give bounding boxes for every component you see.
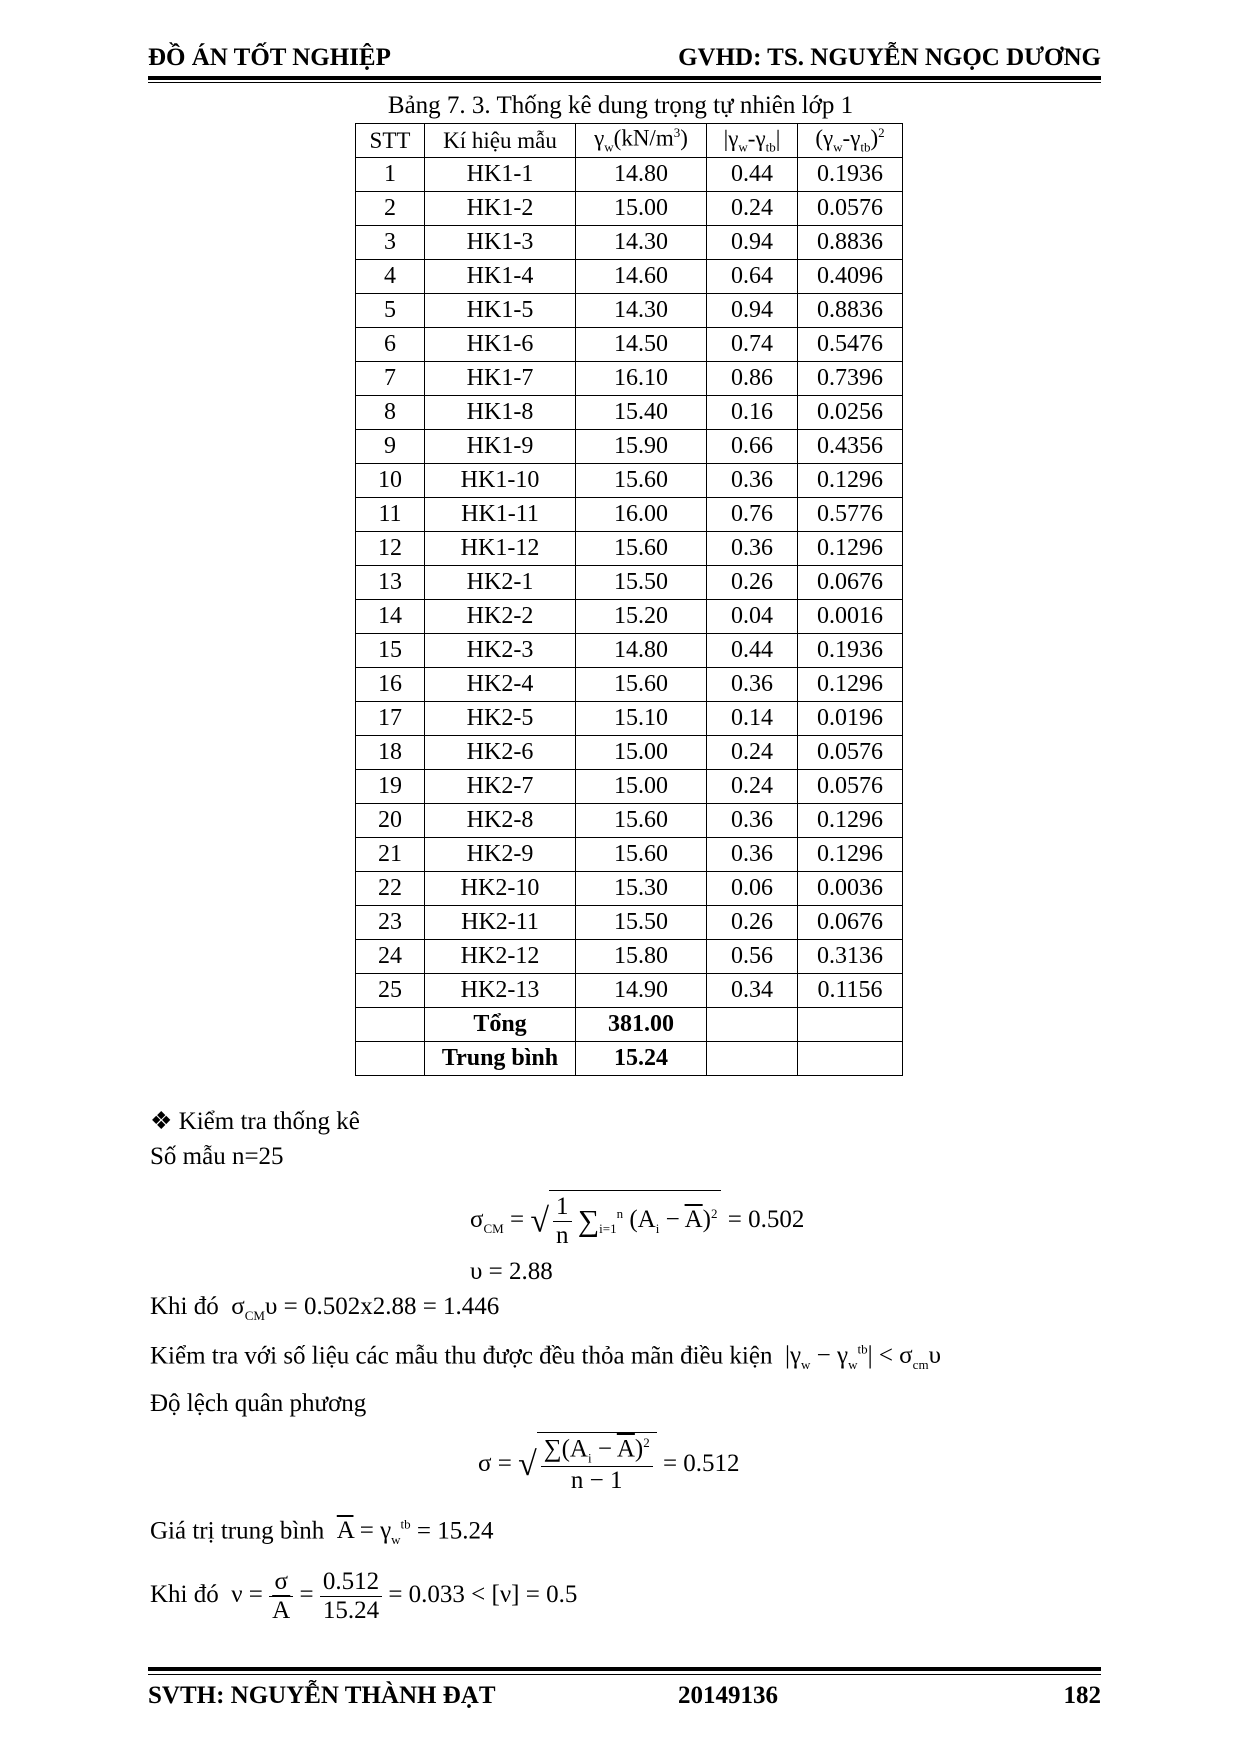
- table-row: [356, 430, 903, 464]
- total-value: 381.00: [576, 1008, 707, 1042]
- cell-sample: HK2-7: [425, 770, 576, 804]
- cell-sq-diff: 0.1296: [798, 464, 903, 498]
- table-row: [356, 362, 903, 396]
- cell-abs-diff: 0.14: [707, 702, 798, 736]
- header-left: ĐỒ ÁN TỐT NGHIỆP: [148, 44, 391, 71]
- std-title: Độ lệch quân phương: [150, 1390, 367, 1417]
- cell-sample: HK1-4: [425, 260, 576, 294]
- total-label: Tổng: [425, 1008, 576, 1042]
- cell-abs-diff: 0.26: [707, 906, 798, 940]
- average-label: Trung bình: [425, 1042, 576, 1076]
- footer-id: 20149136: [678, 1682, 778, 1709]
- cell-gamma: 15.10: [576, 702, 707, 736]
- table-row: [356, 158, 903, 192]
- cell-gamma: 14.50: [576, 328, 707, 362]
- nu-line: Khi đó ν = $\frac{\sigma}{A}$ = $\frac{0.512}{15.24}$ = 0.033 < [ν] = 0.5: [150, 1568, 578, 1624]
- sample-count: Số mẫu n=25: [150, 1143, 284, 1170]
- cell-abs-diff: 0.44: [707, 158, 798, 192]
- cell-sample: HK2-10: [425, 872, 576, 906]
- cell-gamma: 14.80: [576, 158, 707, 192]
- cell-stt: 3: [356, 226, 425, 260]
- cell-sample: HK2-3: [425, 634, 576, 668]
- cell-sample: HK2-4: [425, 668, 576, 702]
- cell-abs-diff: 0.86: [707, 362, 798, 396]
- mean-value: = 15.24: [416, 1517, 494, 1545]
- table-row: [356, 770, 903, 804]
- cell-sq-diff: 0.0576: [798, 770, 903, 804]
- table-row: [356, 328, 903, 362]
- table-body: [356, 158, 903, 1008]
- cell-gamma: 15.60: [576, 532, 707, 566]
- cell-sq-diff: 0.1936: [798, 634, 903, 668]
- cell-abs-diff: 0.36: [707, 464, 798, 498]
- table-row: [356, 566, 903, 600]
- cell-stt: 16: [356, 668, 425, 702]
- cell-stt: 14: [356, 600, 425, 634]
- cell-sq-diff: 0.0036: [798, 872, 903, 906]
- cell-sq-diff: 0.0256: [798, 396, 903, 430]
- khi-do-line-1: Khi đó $\sigma_{CM}\upsilon = 0.502x2.88 = 1.446$: [150, 1293, 500, 1323]
- cell-sample: HK2-12: [425, 940, 576, 974]
- cell-sample: HK2-5: [425, 702, 576, 736]
- table-row: [356, 260, 903, 294]
- page-footer: [148, 1682, 1101, 1714]
- cell-gamma: 14.80: [576, 634, 707, 668]
- cell-gamma: 16.10: [576, 362, 707, 396]
- footer-student: SVTH: NGUYỄN THÀNH ĐẠT: [148, 1682, 496, 1709]
- cell-stt: 23: [356, 906, 425, 940]
- cell-stt: 1: [356, 158, 425, 192]
- check-line: Kiểm tra với số liệu các mẫu thu được đều thỏa mãn điều kiện $|\gamma_w - \gamma_w^{tb}| < \sigma_{cm}\upsilon$: [150, 1342, 941, 1373]
- cell-sq-diff: 0.4096: [798, 260, 903, 294]
- cell-abs-diff: 0.36: [707, 532, 798, 566]
- cell-sample: HK2-8: [425, 804, 576, 838]
- cell-stt: 21: [356, 838, 425, 872]
- cell-sample: HK2-11: [425, 906, 576, 940]
- cell-gamma: 15.40: [576, 396, 707, 430]
- footer-rule-thin: [148, 1674, 1101, 1675]
- cell-sample: HK1-6: [425, 328, 576, 362]
- table-row: [356, 600, 903, 634]
- table-row: [356, 192, 903, 226]
- cell-sq-diff: 0.0016: [798, 600, 903, 634]
- cell-stt: 13: [356, 566, 425, 600]
- table-row: [356, 736, 903, 770]
- cell-sample: HK1-9: [425, 430, 576, 464]
- cell-stt: 17: [356, 702, 425, 736]
- cell-gamma: 15.60: [576, 838, 707, 872]
- total-row: [356, 1008, 903, 1042]
- cell-abs-diff: 0.24: [707, 192, 798, 226]
- section-heading: [150, 1106, 360, 1136]
- cell-gamma: 15.50: [576, 906, 707, 940]
- cell-gamma: 14.90: [576, 974, 707, 1008]
- cell-gamma: 15.30: [576, 872, 707, 906]
- cell-sq-diff: 0.5476: [798, 328, 903, 362]
- table-row: [356, 906, 903, 940]
- cell-abs-diff: 0.24: [707, 736, 798, 770]
- nu-numerator: 0.512: [320, 1568, 382, 1597]
- cell-abs-diff: 0.66: [707, 430, 798, 464]
- cell-stt: 2: [356, 192, 425, 226]
- cell-sample: HK1-2: [425, 192, 576, 226]
- cell-sq-diff: 0.0576: [798, 736, 903, 770]
- table-row: [356, 838, 903, 872]
- cell-gamma: 15.20: [576, 600, 707, 634]
- cell-sq-diff: 0.8836: [798, 226, 903, 260]
- cell-abs-diff: 0.04: [707, 600, 798, 634]
- cell-stt: 10: [356, 464, 425, 498]
- cell-abs-diff: 0.94: [707, 294, 798, 328]
- cell-sample: HK1-1: [425, 158, 576, 192]
- cell-gamma: 15.60: [576, 804, 707, 838]
- cell-gamma: 14.60: [576, 260, 707, 294]
- cell-stt: 15: [356, 634, 425, 668]
- cell-stt: 5: [356, 294, 425, 328]
- header-rule: [148, 76, 1101, 80]
- cell-gamma: 16.00: [576, 498, 707, 532]
- cell-gamma: 15.00: [576, 736, 707, 770]
- table-row: [356, 226, 903, 260]
- cell-sq-diff: 0.0676: [798, 566, 903, 600]
- cell-abs-diff: 0.36: [707, 838, 798, 872]
- cell-sq-diff: 0.0576: [798, 192, 903, 226]
- cell-gamma: 15.00: [576, 770, 707, 804]
- cell-sample: HK1-10: [425, 464, 576, 498]
- table-caption: Bảng 7. 3. Thống kê dung trọng tự nhiên lớp 1: [387, 92, 854, 119]
- col-abs-diff: $|\gamma_w-\gamma_{tb}|$: [707, 124, 798, 158]
- cell-gamma: 15.50: [576, 566, 707, 600]
- stat-table: [355, 123, 903, 1076]
- cell-gamma: 15.00: [576, 192, 707, 226]
- cell-sample: HK2-9: [425, 838, 576, 872]
- col-gamma: $\gamma_w(kN/m^3)$: [576, 124, 707, 158]
- table-row: [356, 872, 903, 906]
- cell-stt: 4: [356, 260, 425, 294]
- header-right: GVHD: TS. NGUYỄN NGỌC DƯƠNG: [678, 44, 1101, 71]
- cell-sq-diff: 0.3136: [798, 940, 903, 974]
- cell-sq-diff: 0.1296: [798, 532, 903, 566]
- cell-sample: HK1-7: [425, 362, 576, 396]
- cell-sq-diff: 0.1936: [798, 158, 903, 192]
- footer-page: 182: [1063, 1682, 1101, 1709]
- khi-do-label-2: Khi đó: [150, 1581, 219, 1609]
- cell-stt: 19: [356, 770, 425, 804]
- cell-sample: HK2-1: [425, 566, 576, 600]
- header-rule-thin: [148, 82, 1101, 83]
- table-row: [356, 294, 903, 328]
- cell-sq-diff: 0.7396: [798, 362, 903, 396]
- cell-abs-diff: 0.26: [707, 566, 798, 600]
- khi-do-expr: υ = 0.502x2.88 = 1.446: [264, 1293, 500, 1320]
- cell-sq-diff: 0.8836: [798, 294, 903, 328]
- cell-sq-diff: 0.1156: [798, 974, 903, 1008]
- sigma-formula: σ = √ $\frac{\sum(A_i - \overline{A})^2}{n - 1}$ = 0.512: [478, 1432, 740, 1495]
- table-row: [356, 634, 903, 668]
- col-sample: Kí hiệu mẫu: [425, 124, 576, 158]
- cell-sq-diff: 0.0196: [798, 702, 903, 736]
- cell-gamma: 15.90: [576, 430, 707, 464]
- sigma-cm-result: = 0.502: [727, 1206, 805, 1234]
- cell-stt: 25: [356, 974, 425, 1008]
- cell-stt: 20: [356, 804, 425, 838]
- cell-stt: 9: [356, 430, 425, 464]
- table-row: [356, 532, 903, 566]
- col-sq-diff: $(\gamma_w-\gamma_{tb})^2$: [798, 124, 903, 158]
- cell-sample: HK2-13: [425, 974, 576, 1008]
- cell-abs-diff: 0.16: [707, 396, 798, 430]
- upsilon-value: υ = 2.88: [470, 1258, 553, 1285]
- cell-abs-diff: 0.74: [707, 328, 798, 362]
- cell-stt: 7: [356, 362, 425, 396]
- cell-stt: 6: [356, 328, 425, 362]
- sigma-result: = 0.512: [662, 1449, 740, 1477]
- table-row: [356, 396, 903, 430]
- table-row: [356, 804, 903, 838]
- check-text: Kiểm tra với số liệu các mẫu thu được đều thỏa mãn điều kiện: [150, 1342, 773, 1370]
- cell-stt: 12: [356, 532, 425, 566]
- cell-sq-diff: 0.1296: [798, 668, 903, 702]
- average-value: 15.24: [576, 1042, 707, 1076]
- cell-gamma: 15.80: [576, 940, 707, 974]
- page-header: [148, 44, 1101, 74]
- cell-gamma: 15.60: [576, 464, 707, 498]
- table-row: [356, 464, 903, 498]
- nu-denominator: 15.24: [322, 1597, 380, 1624]
- cell-sample: HK1-8: [425, 396, 576, 430]
- cell-abs-diff: 0.56: [707, 940, 798, 974]
- col-stt: STT: [356, 124, 425, 158]
- cell-sample: HK1-12: [425, 532, 576, 566]
- cell-sample: HK1-11: [425, 498, 576, 532]
- cell-stt: 22: [356, 872, 425, 906]
- cell-abs-diff: 0.34: [707, 974, 798, 1008]
- cell-sample: HK1-3: [425, 226, 576, 260]
- cell-abs-diff: 0.64: [707, 260, 798, 294]
- table-row: [356, 498, 903, 532]
- cell-abs-diff: 0.94: [707, 226, 798, 260]
- table-row: [356, 974, 903, 1008]
- cell-gamma: 14.30: [576, 294, 707, 328]
- cell-stt: 24: [356, 940, 425, 974]
- cell-abs-diff: 0.36: [707, 804, 798, 838]
- cell-abs-diff: 0.76: [707, 498, 798, 532]
- cell-abs-diff: 0.36: [707, 668, 798, 702]
- cell-abs-diff: 0.24: [707, 770, 798, 804]
- cell-abs-diff: 0.44: [707, 634, 798, 668]
- cell-gamma: 15.60: [576, 668, 707, 702]
- diamond-bullet-icon: ❖: [150, 1108, 173, 1135]
- cell-abs-diff: 0.06: [707, 872, 798, 906]
- section-title: Kiểm tra thống kê: [178, 1108, 360, 1135]
- table-row: [356, 940, 903, 974]
- average-row: [356, 1042, 903, 1076]
- cell-sq-diff: 0.4356: [798, 430, 903, 464]
- cell-sq-diff: 0.1296: [798, 804, 903, 838]
- cell-gamma: 14.30: [576, 226, 707, 260]
- khi-do-label: Khi đó: [150, 1293, 219, 1320]
- cell-stt: 8: [356, 396, 425, 430]
- table-header-row: [356, 124, 903, 158]
- cell-sample: HK2-2: [425, 600, 576, 634]
- cell-stt: 18: [356, 736, 425, 770]
- table-row: [356, 702, 903, 736]
- cell-sample: HK2-6: [425, 736, 576, 770]
- cell-sample: HK1-5: [425, 294, 576, 328]
- sigma-cm-formula: $\sigma_{CM}$ = √ $\frac{1}{n}$ $\sum_{i=1}^n$ $(A_i - \overline{A})^2 = 0.502$: [470, 1190, 804, 1250]
- mean-text: Giá trị trung bình: [150, 1517, 325, 1545]
- cell-sq-diff: 0.0676: [798, 906, 903, 940]
- cell-stt: 11: [356, 498, 425, 532]
- mean-line: Giá trị trung bình $\overline{A} = \gamma_w^{tb} = 15.24$: [150, 1517, 494, 1548]
- cell-sq-diff: 0.1296: [798, 838, 903, 872]
- table-row: [356, 668, 903, 702]
- cell-sq-diff: 0.5776: [798, 498, 903, 532]
- footer-rule: [148, 1667, 1101, 1671]
- nu-result: = 0.033 < [ν] = 0.5: [388, 1581, 578, 1609]
